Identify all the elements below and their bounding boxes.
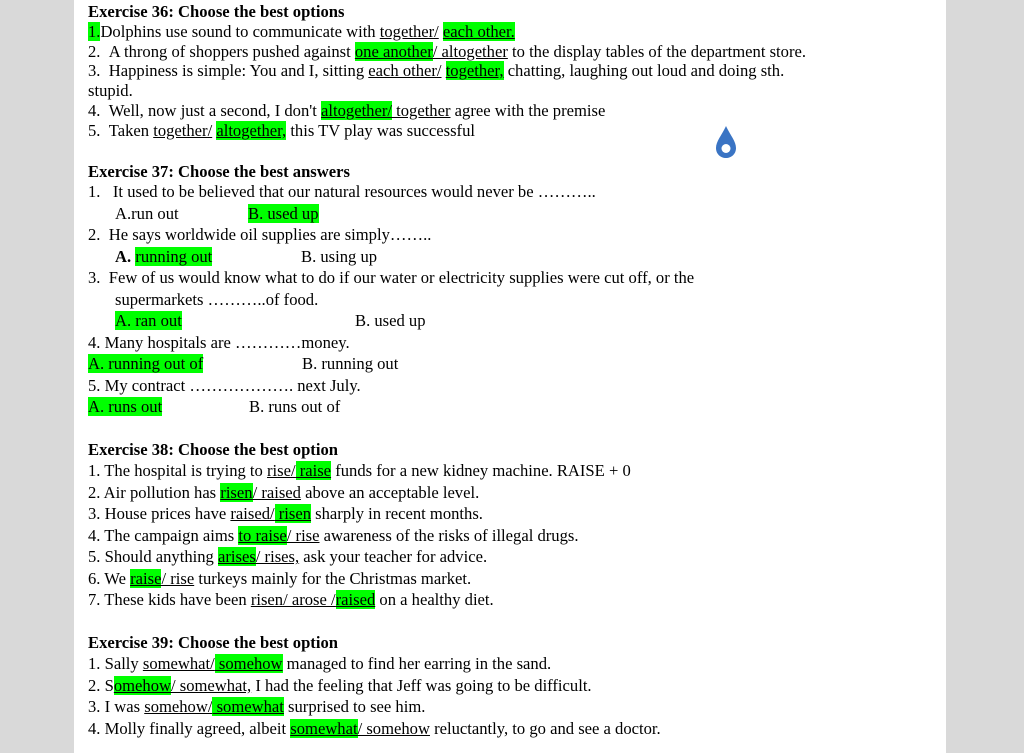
- spacer: [88, 141, 936, 162]
- option-a: [88, 353, 302, 375]
- ex37-q5: 5. My contract ………………. next July.: [88, 375, 361, 395]
- option-somehow: / somehow: [357, 718, 430, 738]
- option-raised: raised/: [230, 504, 275, 524]
- option-altogether: altogether,: [216, 120, 287, 140]
- option-risen-arose: risen/ arose /: [250, 590, 336, 610]
- ex37-q4: 4. Many hospitals are …………money.: [88, 332, 350, 352]
- option-somehow: somehow/: [144, 697, 213, 717]
- item-text-end: sharply in recent months.: [311, 504, 483, 524]
- item-number: 3.: [88, 268, 101, 288]
- ex38-item-4: [88, 525, 936, 547]
- item-text-end: agree with the premise: [450, 100, 606, 120]
- option-rises: / rises,: [255, 547, 300, 567]
- option-somewhat: somewhat/: [142, 654, 215, 674]
- option-altogether: altogether/: [321, 100, 392, 120]
- option-a: [115, 310, 355, 332]
- spacer: [88, 418, 936, 439]
- item-number: 1.: [88, 21, 101, 41]
- option-b: B. runs out of: [249, 397, 341, 417]
- item-text: 3. I was: [88, 697, 145, 717]
- option-to-raise: to raise: [238, 525, 287, 545]
- item-text: Taken: [108, 120, 154, 140]
- document-content: [88, 2, 936, 739]
- ex38-item-3: [88, 503, 936, 525]
- item-text: Happiness is simple: You and I, sitting: [108, 61, 369, 81]
- option-b: B. used up: [355, 311, 426, 331]
- option-raised: / raised: [252, 482, 301, 502]
- ex39-item-4: [88, 718, 936, 740]
- ex37-q2: [88, 224, 936, 246]
- option-a: A.run out: [115, 203, 179, 223]
- option-each-other: each other.: [442, 21, 515, 41]
- option-b: B. used up: [248, 203, 319, 223]
- option-arises: arises: [218, 547, 256, 567]
- option-somehow: omehow: [113, 675, 171, 695]
- option-together: together/: [153, 120, 213, 140]
- option-together: together: [391, 100, 451, 120]
- ex36-item-5: [88, 121, 936, 141]
- drop-body: [716, 126, 736, 158]
- item-text-end: ask your teacher for advice.: [299, 547, 488, 567]
- ex38-item-1: [88, 460, 936, 482]
- item-text: 1. Sally: [88, 654, 143, 674]
- option-somewhat: somewhat: [212, 697, 284, 717]
- option-risen: risen: [274, 504, 312, 524]
- option-somewhat: / somewhat,: [170, 675, 252, 695]
- ex39-item-2: [88, 675, 936, 697]
- option-somehow: somehow: [214, 654, 283, 674]
- option-a-text: A. runs out: [88, 397, 163, 417]
- ex39-item-1: [88, 653, 936, 675]
- option-rise: / rise: [161, 568, 195, 588]
- item-text: 2. Air pollution has: [88, 482, 221, 502]
- item-text: A throng of shoppers pushed against: [108, 41, 355, 61]
- item-text-end: I had the feeling that Jeff was going to be difficult.: [251, 675, 592, 695]
- ex37-q3: [88, 267, 936, 289]
- option-a: [88, 396, 249, 418]
- ex37-q2-options: [88, 246, 936, 268]
- item-text-end: this TV play was successful: [286, 120, 475, 140]
- ex39-item-3: [88, 696, 936, 718]
- option-one-another: one another: [354, 41, 433, 61]
- item-text-end: reluctantly, to go and see a doctor.: [429, 718, 661, 738]
- ex37-q1: [88, 181, 936, 203]
- ex36-item-3: [88, 61, 936, 81]
- option-b: B. running out: [302, 354, 399, 374]
- option-somewhat: somewhat: [290, 718, 358, 738]
- ex36-title: Exercise 36: Choose the best options: [88, 2, 345, 21]
- ex36-item-2: [88, 42, 936, 62]
- item-text: 7. These kids have been: [88, 590, 251, 610]
- option-a: [115, 246, 301, 268]
- item-text: Well, now just a second, I don't: [108, 100, 322, 120]
- option-a-text: A. ran out: [115, 311, 182, 331]
- option-a-label: A.: [115, 246, 132, 266]
- question-text: He says worldwide oil supplies are simply……..: [108, 225, 432, 245]
- ex37-q5-options: [88, 396, 936, 418]
- item-number: 1.: [88, 182, 101, 202]
- item-text: 5. Should anything: [88, 547, 218, 567]
- option-risen: risen: [220, 482, 253, 502]
- option-a-text: A. running out of: [88, 354, 204, 374]
- question-text: Few of us would know what to do if our water or electricity supplies were cut off, or the: [108, 268, 695, 288]
- option-raised: raised: [335, 590, 376, 610]
- ex37-title: Exercise 37: Choose the best answers: [88, 161, 350, 181]
- ex38-item-6: [88, 568, 936, 590]
- item-text-end: awareness of the risks of illegal drugs.: [319, 525, 579, 545]
- item-text-end: surprised to see him.: [283, 697, 426, 717]
- ex38-title: Exercise 38: Choose the best option: [88, 439, 338, 459]
- spacer: [88, 611, 936, 632]
- ex37-q4-options: [88, 353, 936, 375]
- option-altogether: / altogether: [432, 41, 508, 61]
- item-text: Dolphins use sound to communicate with: [100, 21, 380, 41]
- drop-highlight: [722, 144, 731, 153]
- option-b: B. using up: [301, 246, 378, 266]
- item-text: 4. The campaign aims: [88, 525, 239, 545]
- option-raise: raise: [130, 568, 162, 588]
- option-together: together,: [445, 61, 504, 81]
- option-each-other: each other/: [368, 61, 442, 81]
- ex38-item-5: [88, 546, 936, 568]
- item-text: 1. The hospital is trying to: [88, 461, 267, 481]
- item-number: 5.: [88, 120, 101, 140]
- document-page: [74, 0, 946, 753]
- option-raise: raise: [295, 461, 332, 481]
- item-number: 4.: [88, 100, 101, 120]
- item-text-end: to the display tables of the department store.: [507, 41, 807, 61]
- ex37-q3-options: [88, 310, 936, 332]
- option-a-text: running out: [135, 246, 213, 266]
- item-text-end: managed to find her earring in the sand.: [282, 654, 552, 674]
- item-number: 2.: [88, 41, 101, 61]
- item-text: 4. Molly finally agreed, albeit: [88, 718, 291, 738]
- item-text: 2. S: [88, 675, 114, 695]
- ex38-item-2: [88, 482, 936, 504]
- item-text-end: turkeys mainly for the Christmas market.: [194, 568, 472, 588]
- option-rise: / rise: [286, 525, 320, 545]
- item-text-end: funds for a new kidney machine. RAISE + 0: [331, 461, 631, 481]
- question-text: It used to be believed that our natural resources would never be ………..: [112, 182, 596, 202]
- option-together: together/: [379, 21, 439, 41]
- ex39-title: Exercise 39: Choose the best option: [88, 632, 338, 652]
- ex36-item-4: [88, 101, 936, 121]
- item-text-end: above an acceptable level.: [300, 482, 480, 502]
- ex38-item-7: [88, 589, 936, 611]
- item-number: 2.: [88, 225, 101, 245]
- ex37-q3-continued: supermarkets ………..of food.: [115, 289, 319, 309]
- item-text-end: chatting, laughing out loud and doing sth.: [503, 61, 785, 81]
- item-text: 3. House prices have: [88, 504, 231, 524]
- ex36-item-1: [88, 22, 936, 42]
- item-text-end: on a healthy diet.: [375, 590, 494, 610]
- item-text: 6. We: [88, 568, 131, 588]
- option-rise: rise/: [267, 461, 296, 481]
- ex36-item-3-continued: stupid.: [88, 81, 133, 101]
- water-drop-icon: [715, 125, 737, 159]
- ex37-q1-options: [88, 203, 936, 225]
- item-number: 3.: [88, 61, 101, 81]
